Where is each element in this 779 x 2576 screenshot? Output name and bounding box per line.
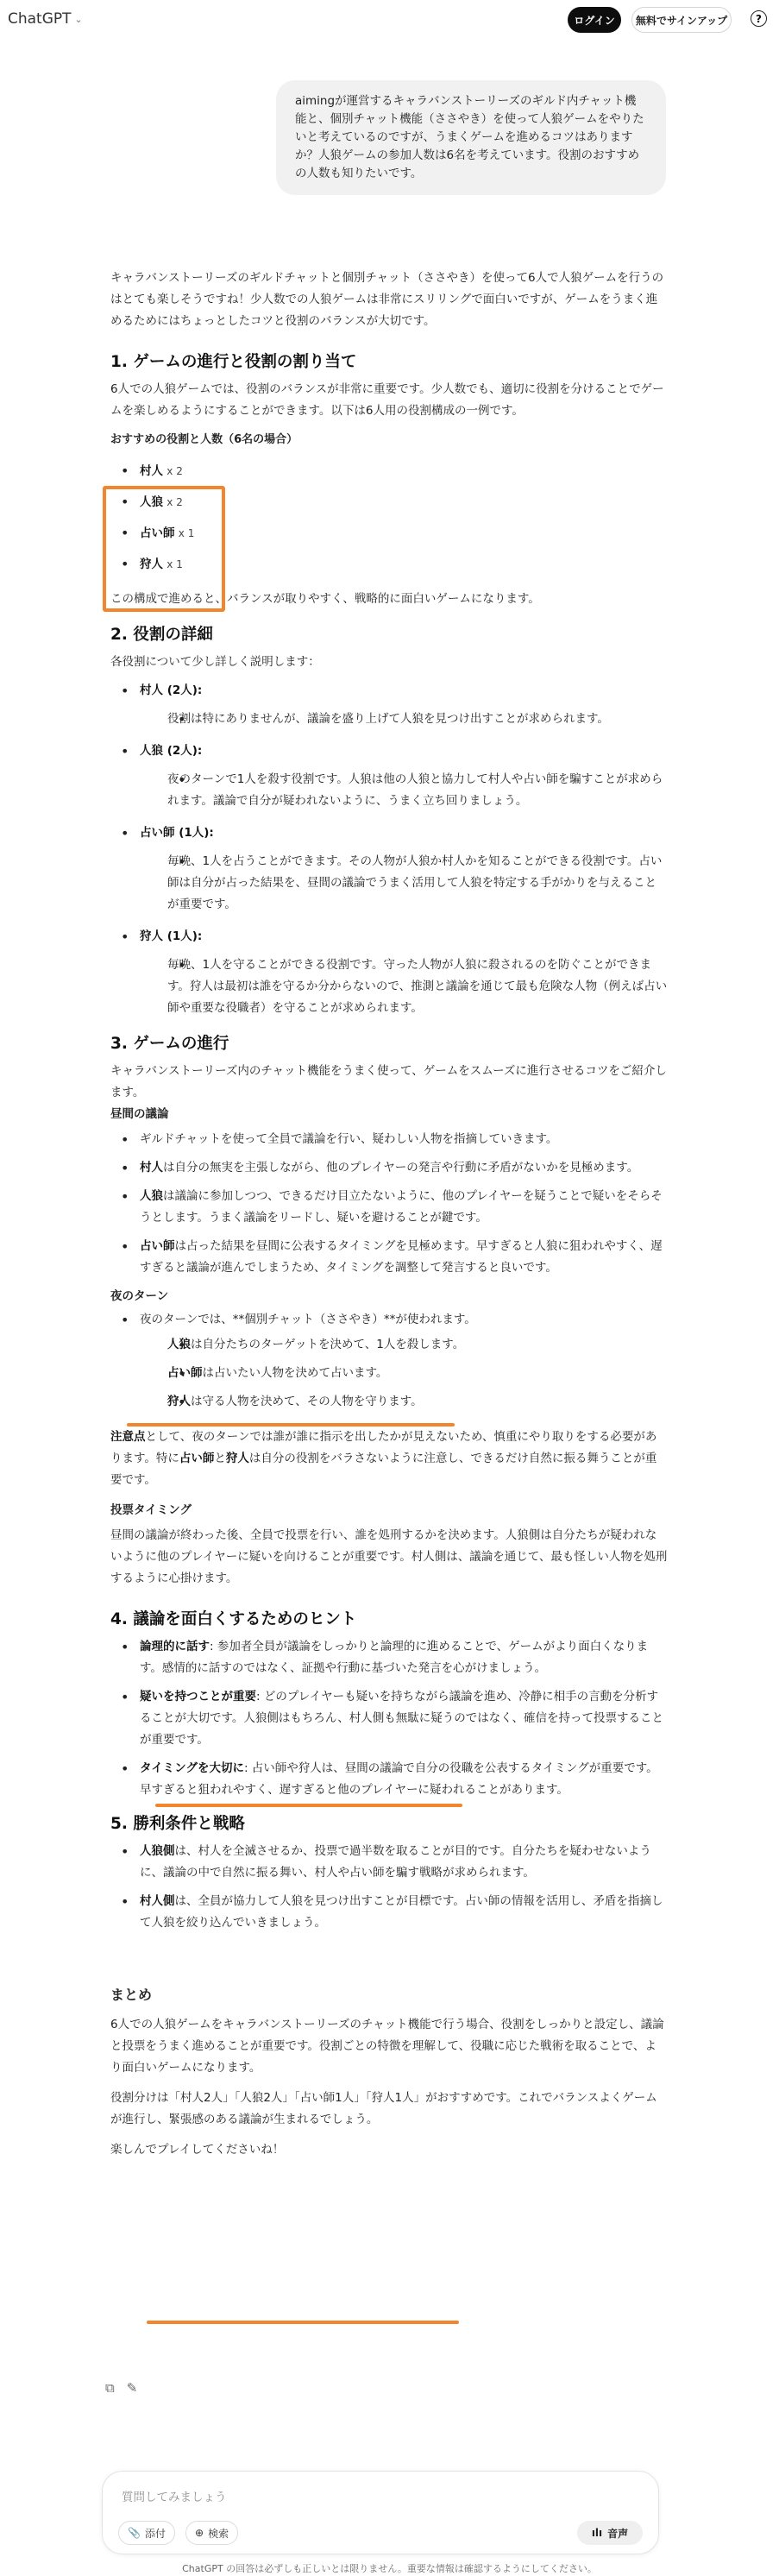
list-item: • タイミングを大切に: 占い師や狩人は、昼間の議論で自分の役職を公表するタイミングが重要です。早すぎると狙われやすく、遅すぎると他のプレイヤーに疑われることがあります。 [110,1758,668,1801]
waveform-icon: ılı [591,2527,603,2539]
voice-button[interactable] [577,2521,643,2545]
section-heading: 1. ゲームの進行と役割の割り当て [110,353,357,371]
sub-heading: 投票タイミング [110,1503,192,1517]
section-heading: 3. ゲームの進行 [110,1035,229,1053]
list-item: • 毎晩、1人を占うことができます。その人物が人狼か村人かを知ることができる役割です。占い師は自分が占った結果を、昼間の議論でうまく活用して人狼を特定する手がかりを与えることが重要です。 [140,851,668,916]
highlight-box [103,486,225,612]
section-heading: 2. 役割の詳細 [110,626,213,644]
list-item: • 夜のターンでは、**個別チャット（ささやき）**が使われます。 • 人狼は自分たちのターゲットを決めて、1人を殺します。 • 占い師は占いたい人物を決めて占います。 • 狩人は守る人物を決めて、その人物を守ります。 [110,1309,668,1413]
sub-heading: 昼間の議論 [110,1107,169,1121]
list-item: • 疑いを持つことが重要: どのプレイヤーも疑いを持ちながら議論を進め、冷静に相手の言動を分析することが大切です。人狼側はもちろん、村人側も無駄に疑うのではなく、確信を持って投票することが重要です。 [110,1686,668,1751]
list-item: • 占い師 (1人): • 毎晩、1人を占うことができます。その人物が人狼か村人かを知ることができる役割です。占い師は自分が占った結果を、昼間の議論でうまく活用して人狼を特定する手がかりを与えることが重要です。 [110,822,668,916]
message-actions [105,2380,137,2396]
list-item: • 人狼側は、村人を全滅させるか、投票で過半数を取ることが目的です。自分たちを疑わせないように、議論の中で自然に振る舞い、村人や占い師を騙す戦略が求められます。 [110,1841,668,1884]
night-list [110,1309,668,1413]
chevron-down-icon: ⌄ [74,13,83,25]
attach-label: 添付 [144,2527,166,2540]
list-item: • 毎晩、1人を守ることができる役割です。守った人物が人狼に殺されるのを防ぐことができます。狩人は最初は誰を守るか分からないので、推測と議論を通じて最も危険な人物（例えば占い師や重要な役職者）を守ることが求められます。 [140,954,668,1019]
list-item: • 人狼は自分たちのターゲットを決めて、1人を殺します。 [140,1334,668,1356]
list-item: • 村人 (2人): • 役割は特にありませんが、議論を盛り上げて人狼を見つけ出すことが求められます。 [110,680,668,730]
intro-paragraph: キャラバンストーリーズのギルドチャットと個別チャット（ささやき）を使って6人で人狼ゲームを行うのはとても楽しそうですね！少人数での人狼ゲームは非常にスリリングで面白いですが、ゲームをうまく進めるためにはちょっとしたコツと役割のバランスが大切です。 [110,271,664,328]
paragraph: 6人での人狼ゲームでは、役割のバランスが非常に重要です。少人数でも、適切に役割を分けることでゲームを楽しめるようにすることができます。以下は6人用の役割構成の一例です。 [110,382,664,418]
section-heading: 4. 議論を面白くするためのヒント [110,1610,357,1628]
list-item: • ギルドチャットを使って全員で議論を行い、疑わしい人物を指摘していきます。 [110,1129,668,1150]
victory-list [110,1841,668,1934]
composer [102,2471,659,2554]
user-message-bubble: aimingが運営するキャラバンストーリーズのギルド内チャット機能と、個別チャット機能（ささやき）を使って人狼ゲームをやりたいと考えているのですが、うまくゲームを進めるコツはありますか？人狼ゲームの参加人数は6名を考えています。役割のおすすめの人数も知りたいです。 [276,80,666,195]
paragraph: 注意点として、夜のターンでは誰が誰に指示を出したかが見えないため、慎重にやり取りをする必要があります。特に占い師と狩人は自分の役割をバラさないように注意し、できるだけ自然に振る舞うことが重要です。 [110,1430,657,1487]
list-item: • 占い師は占った結果を昼間に公表するタイミングを見極めます。早すぎると人狼に狙われやすく、遅すぎると議論が進んでしまうため、タイミングを調整して発言すると良いです。 [110,1236,668,1279]
day-list [110,1129,668,1279]
list-item: • 役割は特にありませんが、議論を盛り上げて人狼を見つけ出すことが求められます。 [140,709,668,730]
sub-heading: 夜のターン [110,1289,169,1303]
brand-label: ChatGPT [8,10,72,28]
sub-heading: おすすめの役割と人数（6名の場合） [110,433,298,446]
list-item: • 人狼 (2人): • 夜のターンで1人を殺す役割です。人狼は他の人狼と協力して村人や占い師を騙すことが求められます。議論で自分が疑われないように、うまく立ち回りましょう。 [110,740,668,812]
highlight-underline [147,2321,459,2324]
paperclip-icon: 📎 [128,2527,141,2539]
copy-icon[interactable]: ⧉ [105,2380,115,2396]
list-item: • 夜のターンで1人を殺す役割です。人狼は他の人狼と協力して村人や占い師を騙すことが求められます。議論で自分が疑われないように、うまく立ち回りましょう。 [140,769,668,812]
paragraph: 6人での人狼ゲームをキャラバンストーリーズのチャット機能で行う場合、役割をしっかりと設定し、議論と投票をうまく進めることが重要です。役割ごとの特徴を理解して、役職に応じた戦術を取ることで、より面白いゲームになります。 [110,2018,664,2075]
list-item: • 村人 x 2 [110,456,668,487]
list-item: • 占い師 x 1 [110,518,668,549]
list-item: • 狩人 x 1 [110,549,668,580]
search-label: 検索 [208,2527,229,2540]
signup-button[interactable]: 無料でサインアップ [631,7,732,33]
search-button[interactable] [185,2521,238,2545]
list-item: • 人狼 x 2 [110,487,668,518]
paragraph: この構成で進めると、バランスが取りやすく、戦略的に面白いゲームになります。 [110,592,540,606]
paragraph: 昼間の議論が終わった後、全員で投票を行い、誰を処刑するかを決めます。人狼側は自分たちが疑われないように他のプレイヤーに疑いを向けることが重要です。村人側は、議論を通じて、最も怪しい人物を処刑するように心掛けます。 [110,1528,668,1585]
voice-label: 音声 [607,2527,629,2540]
tips-list [110,1636,668,1801]
paragraph: キャラバンストーリーズ内のチャット機能をうまく使って、ゲームをスムーズに進行させるコツをご紹介します。 [110,1064,667,1099]
model-selector[interactable] [8,10,83,28]
list-item: • 狩人 (1人): • 毎晩、1人を守ることができる役割です。守った人物が人狼に殺されるのを防ぐことができます。狩人は最初は誰を守るか分からないので、推測と議論を通じて最も危険な人物（例えば占い師や重要な役職者）を守ることが求められます。 [110,926,668,1019]
prompt-input[interactable]: 質問してみましょう [122,2491,227,2504]
role-detail-list [110,680,668,1019]
edit-icon[interactable]: ✎ [126,2380,138,2396]
disclaimer: ChatGPT の回答は必ずしも正しいとは限りません。重要な情報は確認するようにしてください。 [182,2563,597,2574]
attach-button[interactable] [118,2521,175,2545]
list-item: • 占い師は占いたい人物を決めて占います。 [140,1363,668,1384]
top-bar [0,0,779,41]
globe-icon: ⊕ [195,2527,204,2539]
paragraph: 楽しんでプレイしてくださいね！ [110,2143,285,2157]
help-icon[interactable]: ? [751,10,767,27]
login-button[interactable]: ログイン [568,7,621,33]
highlight-underline [155,1804,462,1807]
paragraph: 役割分けは「村人2人」「人狼2人」「占い師1人」「狩人1人」がおすすめです。これでバランスよくゲームが進行し、緊張感のある議論が生まれるでしょう。 [110,2091,657,2126]
paragraph: 各役割について少し詳しく説明します： [110,655,320,669]
list-item: • 論理的に話す: 参加者全員が議論をしっかりと論理的に進めることで、ゲームがより面白くなります。感情的に話すのではなく、証拠や行動に基づいた発言を心がけましょう。 [110,1636,668,1679]
list-item: • 村人側は、全員が協力して人狼を見つけ出すことが目標です。占い師の情報を活用し、矛盾を指摘して人狼を絞り込んでいきましょう。 [110,1891,668,1934]
highlight-underline [127,1423,455,1427]
list-item: • 狩人は守る人物を決めて、その人物を守ります。 [140,1391,668,1413]
summary-heading: まとめ [110,1987,153,2003]
section-heading: 5. 勝利条件と戦略 [110,1815,245,1833]
list-item: • 人狼は議論に参加しつつ、できるだけ目立たないように、他のプレイヤーを疑うことで疑いをそらそうとします。うまく議論をリードし、疑いを避けることが鍵です。 [110,1186,668,1229]
list-item: • 村人は自分の無実を主張しながら、他のプレイヤーの発言や行動に矛盾がないかを見極めます。 [110,1157,668,1179]
